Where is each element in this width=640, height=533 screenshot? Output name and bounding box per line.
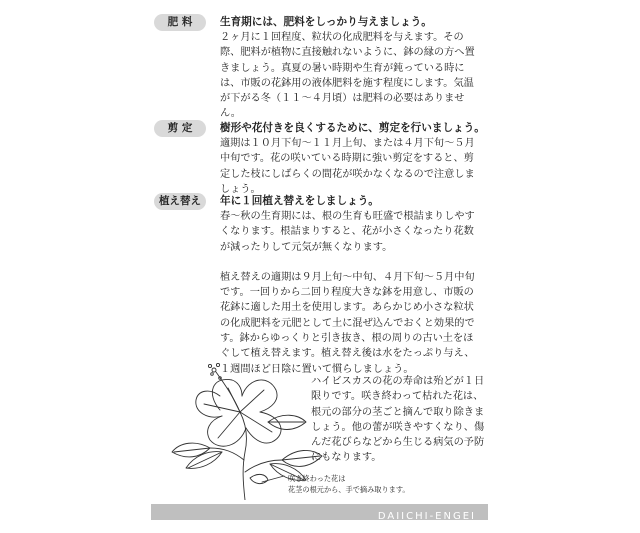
section-heading-pruning: 樹形や花付きを良くするために、剪定を行いましょう。: [220, 122, 485, 134]
section-label-repotting: 植え替え: [154, 193, 206, 210]
footer-brand: DAIICHI-ENGEI: [377, 511, 476, 522]
section-heading-fertilizer: 生育期には、肥料をしっかり与えましょう。: [220, 16, 432, 28]
section-paragraph-repotting-1: 春〜秋の生育期には、根の生育も旺盛で根詰まりしやすくなります。根詰まりすると、花が小さくなったり花数が減ったりして元気が無くなります。: [220, 211, 475, 253]
illustration-note-line-1: 咲き終わった花は: [288, 474, 346, 483]
section-body-fertilizer: [220, 15, 482, 122]
footer-bar: [151, 504, 488, 520]
section-paragraph-repotting-2: 植え替えの適期は９月上旬〜中旬、４月下旬〜５月中旬です。一回りから二回り程度大きな鉢を用意し、市販の花鉢に適した用土を使用します。あらかじめ小さな粒状の化成肥料を元肥として土に混ぜ込んでおくと効果的です。鉢からゆっくりと引き抜き、根の周りの古い土をほぐして植え替えます。植え替え後は水をたっぷり与え、１週間ほど日陰に置いて慣らしましょう。: [220, 271, 475, 375]
caption-block: [311, 374, 491, 466]
section-body-pruning: [220, 121, 485, 197]
section-label-pruning: 剪 定: [154, 120, 206, 137]
section-paragraph-pruning: 適期は１０月下旬〜１１月上旬、または４月下旬〜５月中旬です。花の咲いている時期に強い剪定をすると、剪定した枝にしばらくの間花が咲かなくなるので注意しましょう。: [220, 138, 475, 195]
section-label-fertilizer: 肥 料: [154, 14, 206, 31]
section-paragraph-fertilizer: ２ヶ月に１回程度、粒状の化成肥料を与えます。その際、肥料が植物に直接触れないように、鉢の縁の方へ置きましょう。真夏の暑い時期や生育が鈍っている時には、市販の花鉢用の液体肥料を施す程度にします。気温が下がる冬（１１〜４月頃）は肥料の必要はありません。: [220, 32, 475, 120]
section-heading-repotting: 年に１回植え替えをしましょう。: [220, 195, 379, 207]
section-body-repotting: [220, 194, 482, 377]
illustration-note: [288, 474, 410, 495]
caption-text: ハイビスカスの花の寿命は殆どが１日限りです。咲き終わって枯れた花は、根元の部分の茎ごと摘んで取り除きましょう。他の蕾が咲きやすくなり、傷んだ花びらなどから生じる病気の予防にもなります。: [311, 376, 485, 464]
illustration-note-line-2: 花茎の根元から、手で摘み取ります。: [288, 484, 410, 494]
